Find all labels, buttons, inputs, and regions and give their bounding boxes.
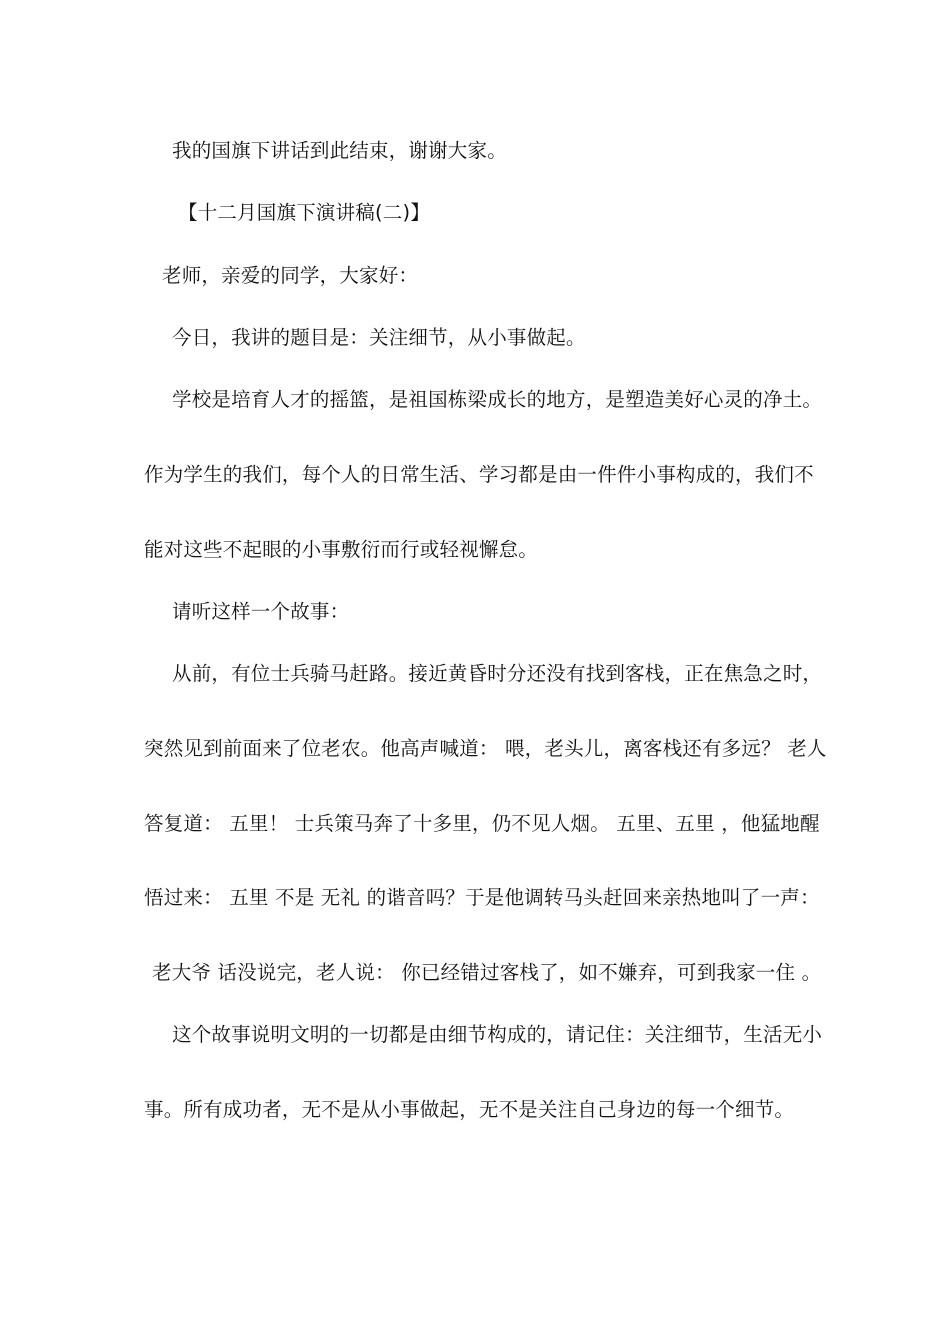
story-line: 突然见到前面来了位老农。他高声喊道： 喂，老头儿，离客栈还有多远？ 老人 bbox=[144, 737, 827, 760]
paragraph-line: 请听这样一个故事： bbox=[172, 600, 350, 623]
paragraph-line: 能对这些不起眼的小事敷衍而行或轻视懈怠。 bbox=[144, 538, 539, 561]
story-line: 悟过来： 五里 不是 无礼 的谐音吗？于是他调转马头赶回来亲热地叫了一声： bbox=[144, 886, 820, 909]
paragraph-line: 学校是培育人才的摇篮，是祖国栋梁成长的地方，是塑造美好心灵的净土。 bbox=[172, 388, 823, 411]
greeting-line: 老师，亲爱的同学，大家好： bbox=[162, 264, 419, 287]
story-line: 答复道： 五里！ 士兵策马奔了十多里，仍不见人烟。 五里、五里 ，他猛地醒 bbox=[144, 812, 820, 835]
closing-line: 我的国旗下讲话到此结束，谢谢大家。 bbox=[172, 139, 507, 162]
story-line: 从前，有位士兵骑马赶路。接近黄昏时分还没有找到客栈，正在焦急之时， bbox=[172, 662, 823, 685]
topic-line: 今日，我讲的题目是：关注细节，从小事做起。 bbox=[172, 326, 586, 349]
conclusion-line: 这个故事说明文明的一切都是由细节构成的，请记住：关注细节，生活无小 bbox=[172, 1023, 823, 1046]
section-heading: 【十二月国旗下演讲稿(二)】 bbox=[178, 201, 431, 224]
story-line: 老大爷 话没说完，老人说： 你已经错过客栈了，如不嫌弃，可到我家一住 。 bbox=[152, 961, 822, 984]
paragraph-line: 作为学生的我们，每个人的日常生活、学习都是由一件件小事构成的，我们不 bbox=[144, 463, 814, 486]
conclusion-line: 事。所有成功者，无不是从小事做起，无不是关注自己身边的每一个细节。 bbox=[144, 1098, 795, 1121]
